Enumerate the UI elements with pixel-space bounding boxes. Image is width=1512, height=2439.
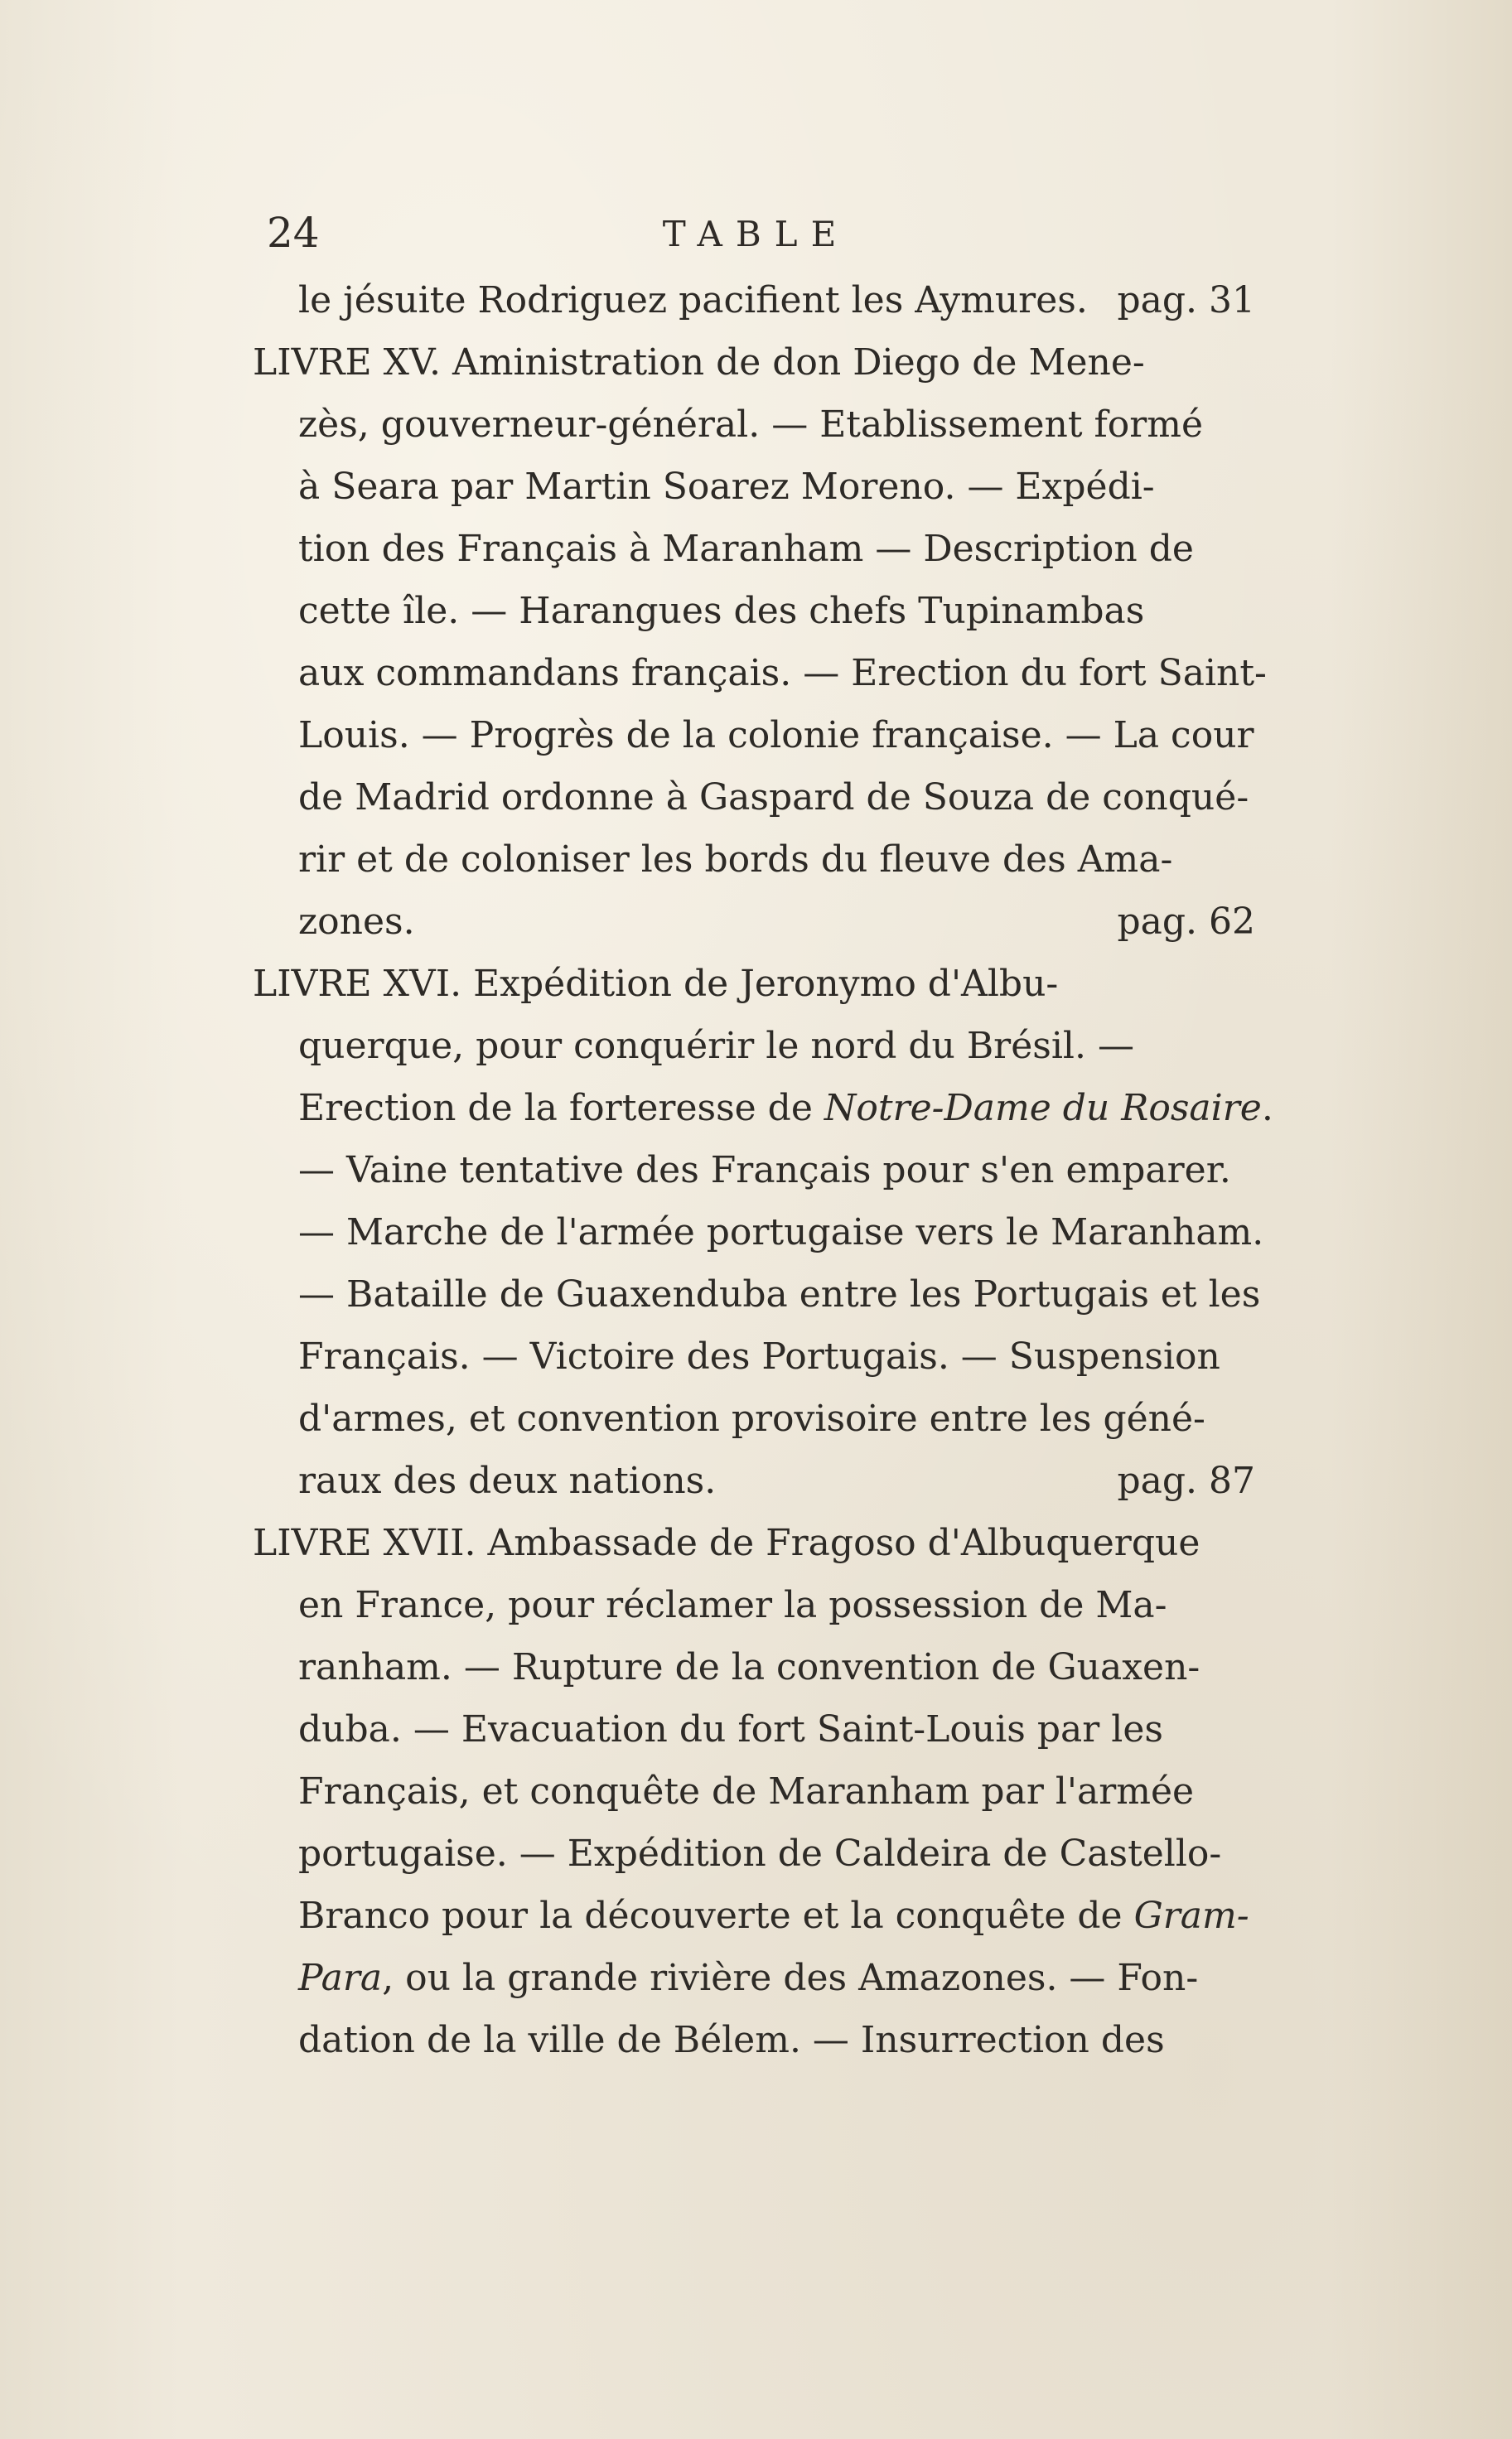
text-line bbox=[253, 1823, 1255, 1885]
page-reference: pag. 31 bbox=[1117, 279, 1255, 321]
text-line bbox=[253, 1263, 1261, 1326]
line-text: portugaise. — Expédition de Caldeira de Castello- bbox=[298, 1833, 1222, 1875]
line-text: zès, gouverneur-général. — Etablissement formé bbox=[298, 403, 1204, 446]
text-line bbox=[253, 518, 1255, 580]
text-line bbox=[253, 580, 1255, 642]
italic-place-name: Notre-Dame du Rosaire bbox=[824, 1087, 1262, 1129]
text-line bbox=[253, 704, 1255, 766]
page-reference: pag. 62 bbox=[1117, 901, 1255, 943]
text-line bbox=[253, 891, 1255, 953]
page-reference: pag. 87 bbox=[1117, 1460, 1255, 1502]
line-text bbox=[298, 1947, 1198, 2009]
line-text: — Marche de l'armée portugaise vers le Maranham. bbox=[298, 1211, 1264, 1253]
italic-place-name: Gram- bbox=[1133, 1895, 1249, 1937]
text-line bbox=[253, 1760, 1255, 1823]
line-text: Louis. — Progrès de la colonie française. — La cour bbox=[298, 714, 1254, 756]
text-line bbox=[253, 1885, 1255, 1947]
text-line bbox=[253, 1077, 1273, 1139]
text-line bbox=[253, 394, 1255, 456]
italic-place-name: Para bbox=[298, 1957, 383, 1999]
book-heading-line bbox=[253, 953, 1255, 1015]
text-line bbox=[253, 828, 1255, 891]
line-text: — Bataille de Guaxenduba entre les Portugais et les bbox=[298, 1273, 1261, 1316]
text-line bbox=[253, 1947, 1255, 2009]
line-text: à Seara par Martin Soarez Moreno. — Expédi- bbox=[298, 466, 1155, 508]
line-text: Français. — Victoire des Portugais. — Suspension bbox=[298, 1335, 1220, 1378]
text-line bbox=[253, 1326, 1255, 1388]
line-text: LIVRE XV. Aministration de don Diego de Mene- bbox=[253, 341, 1145, 384]
text-line bbox=[253, 456, 1255, 518]
line-text: LIVRE XVII. Ambassade de Fragoso d'Albuquerque bbox=[253, 1522, 1200, 1564]
text-line bbox=[253, 269, 1255, 331]
book-heading-line bbox=[253, 331, 1255, 394]
line-text: de Madrid ordonne à Gaspard de Souza de conqué- bbox=[298, 776, 1249, 819]
page-number: 24 bbox=[267, 209, 320, 257]
line-text: duba. — Evacuation du fort Saint-Louis par les bbox=[298, 1708, 1163, 1751]
line-text: LIVRE XVI. Expédition de Jeronymo d'Albu- bbox=[253, 963, 1059, 1005]
line-text bbox=[298, 1077, 1273, 1139]
text-line bbox=[253, 1698, 1255, 1760]
table-of-contents-text bbox=[253, 269, 1273, 2071]
line-text: — Vaine tentative des Français pour s'en emparer. bbox=[298, 1149, 1231, 1191]
line-text: cette île. — Harangues des chefs Tupinambas bbox=[298, 590, 1145, 632]
text-line bbox=[253, 1450, 1255, 1512]
line-text-part: Erection de la forteresse de bbox=[298, 1087, 824, 1129]
line-text: tion des Français à Maranham — Description de bbox=[298, 528, 1194, 570]
page-title: TABLE bbox=[662, 214, 850, 254]
line-text bbox=[298, 1885, 1249, 1947]
line-text: ranham. — Rupture de la convention de Guaxen- bbox=[298, 1646, 1200, 1688]
text-line bbox=[253, 2009, 1255, 2071]
line-text: rir et de coloniser les bords du fleuve des Ama- bbox=[298, 838, 1173, 881]
line-text: d'armes, et convention provisoire entre les géné- bbox=[298, 1398, 1205, 1440]
line-text: en France, pour réclamer la possession de Ma- bbox=[298, 1584, 1167, 1626]
text-line bbox=[253, 766, 1255, 828]
line-text: aux commandans français. — Erection du fort Saint- bbox=[298, 652, 1267, 694]
text-line bbox=[253, 1574, 1255, 1636]
line-text-part: Branco pour la découverte et la conquête de bbox=[298, 1895, 1134, 1937]
line-text: Français, et conquête de Maranham par l'armée bbox=[298, 1770, 1195, 1813]
text-line bbox=[253, 1139, 1255, 1201]
book-heading-line bbox=[253, 1512, 1255, 1574]
line-text: zones. bbox=[298, 901, 415, 943]
text-line bbox=[253, 1201, 1264, 1263]
line-text: querque, pour conquérir le nord du Brésil. — bbox=[298, 1025, 1134, 1067]
line-text-part: , ou la grande rivière des Amazones. — Fon- bbox=[382, 1957, 1199, 1999]
line-text: dation de la ville de Bélem. — Insurrection des bbox=[298, 2019, 1165, 2061]
line-text: raux des deux nations. bbox=[298, 1460, 717, 1502]
text-line bbox=[253, 642, 1267, 704]
line-text: le jésuite Rodriguez pacifient les Aymures. bbox=[298, 279, 1088, 321]
text-line bbox=[253, 1388, 1255, 1450]
text-line bbox=[253, 1015, 1255, 1077]
text-line bbox=[253, 1636, 1255, 1698]
line-text-part: . bbox=[1261, 1087, 1273, 1129]
